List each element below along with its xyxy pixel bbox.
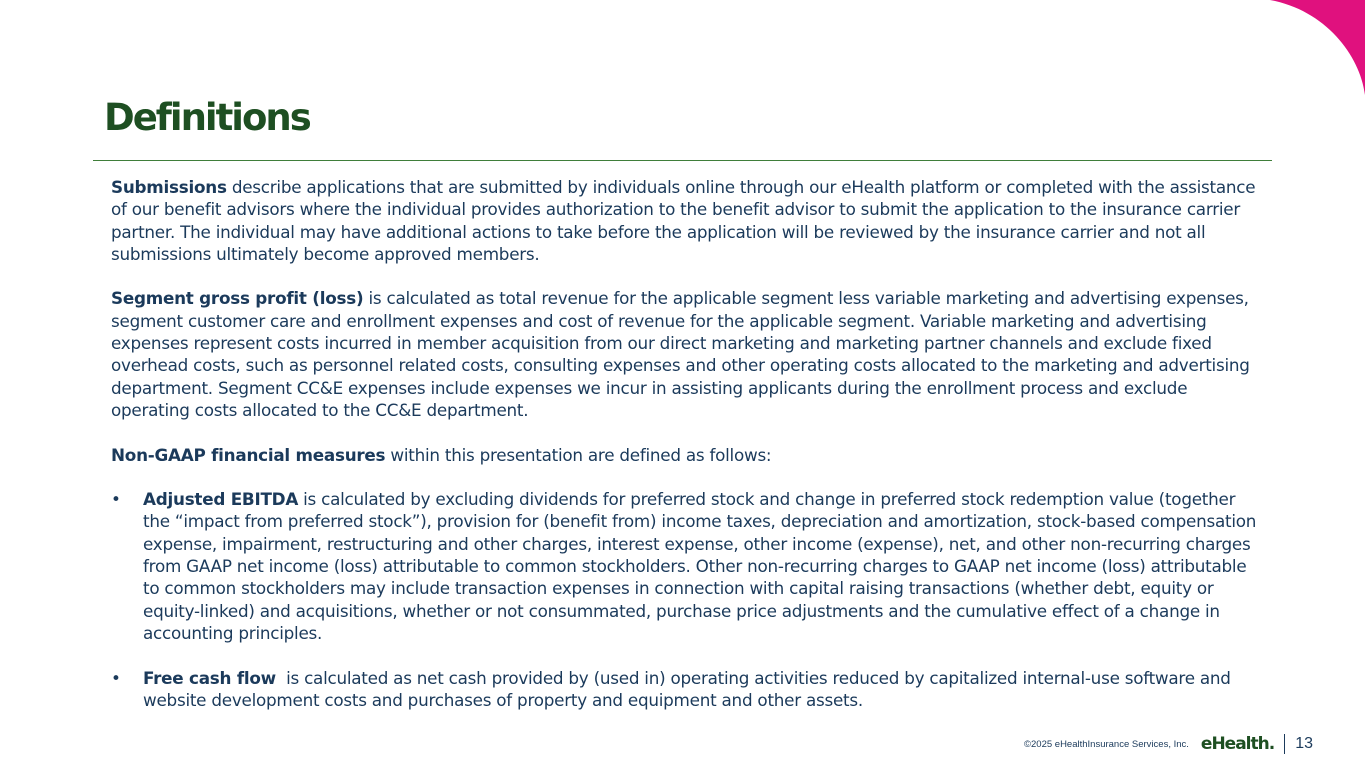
definition-non-gaap bbox=[111, 444, 1259, 466]
corner-accent-arc bbox=[1270, 0, 1365, 95]
text-non-gaap: within this presentation are defined as follows: bbox=[385, 444, 772, 465]
text-segment-gross-profit: is calculated as total revenue for the applicable segment less variable marketing and advertising expenses, segment customer care and enrollment expenses and cost of revenue for the applicable segment. Variable marketing and advertising expenses represent costs incurred in member acquisition from our direct marketing and marketing partner channels and exclude fixed overhead costs, such as personnel related costs, consulting expenses and other operating costs allocated to the marketing and advertising department. Segment CC&E expenses include expenses we incur in assisting applicants during the enrollment process and exclude operating costs allocated to the CC&E department. bbox=[111, 288, 1250, 420]
text-submissions: describe applications that are submitted by individuals online through our eHealth platform or completed with the assistance of our benefit advisors where the individual provides authorization to the benefit advisor to submit the application to the insurance carrier partner. The individual may have additional actions to take before the application will be reviewed by the insurance carrier and not all submissions ultimately become approved members. bbox=[111, 177, 1256, 264]
definition-submissions bbox=[111, 176, 1259, 265]
page-title: Definitions bbox=[104, 96, 310, 139]
bullet-mark: • bbox=[111, 667, 121, 688]
text-free-cash-flow: is calculated as net cash provided by (used in) operating activities reduced by capitalized internal-use software and website development costs and purchases of property and equipment and other assets. bbox=[143, 667, 1236, 710]
term-submissions: Submissions bbox=[111, 177, 227, 197]
page-number: 13 bbox=[1295, 735, 1313, 752]
ehealth-logo: eHealth. bbox=[1200, 734, 1275, 754]
definition-segment-gross-profit bbox=[111, 287, 1259, 421]
footer bbox=[1024, 734, 1313, 754]
bullet-mark: • bbox=[111, 489, 121, 510]
footer-divider bbox=[1284, 734, 1285, 754]
title-divider bbox=[93, 160, 1272, 161]
term-adjusted-ebitda: Adjusted EBITDA bbox=[143, 489, 299, 510]
bullet-body bbox=[143, 667, 1259, 712]
bullet-adjusted-ebitda bbox=[111, 488, 1259, 644]
term-non-gaap: Non-GAAP financial measures bbox=[111, 444, 386, 465]
term-free-cash-flow: Free cash flow bbox=[143, 667, 276, 688]
text-adjusted-ebitda: is calculated by excluding dividends for preferred stock and change in preferred stock redemption value (together the “impact from preferred stock”), provision for (benefit from) income taxes, depreciation and amortization, stock-based compensation expense, impairment, restructuring and other charges, interest expense, other income (expense), net, and other non-recurring charges from GAAP net income (loss) attributable to common stockholders. Other non-recurring charges to GAAP net income (loss) attributable to common stockholders may include transaction expenses in connection with capital raising transactions (whether debt, equity or equity-linked) and acquisitions, whether or not consummated, purchase price adjustments and the cumulative effect of a change in accounting principles. bbox=[143, 489, 1257, 643]
term-segment-gross-profit: Segment gross profit (loss) bbox=[111, 288, 364, 309]
bullet-free-cash-flow bbox=[111, 667, 1259, 712]
definitions-body bbox=[111, 176, 1259, 733]
copyright-text: ©2025 eHealthInsurance Services, Inc. bbox=[1024, 738, 1189, 750]
bullet-body bbox=[143, 488, 1259, 644]
